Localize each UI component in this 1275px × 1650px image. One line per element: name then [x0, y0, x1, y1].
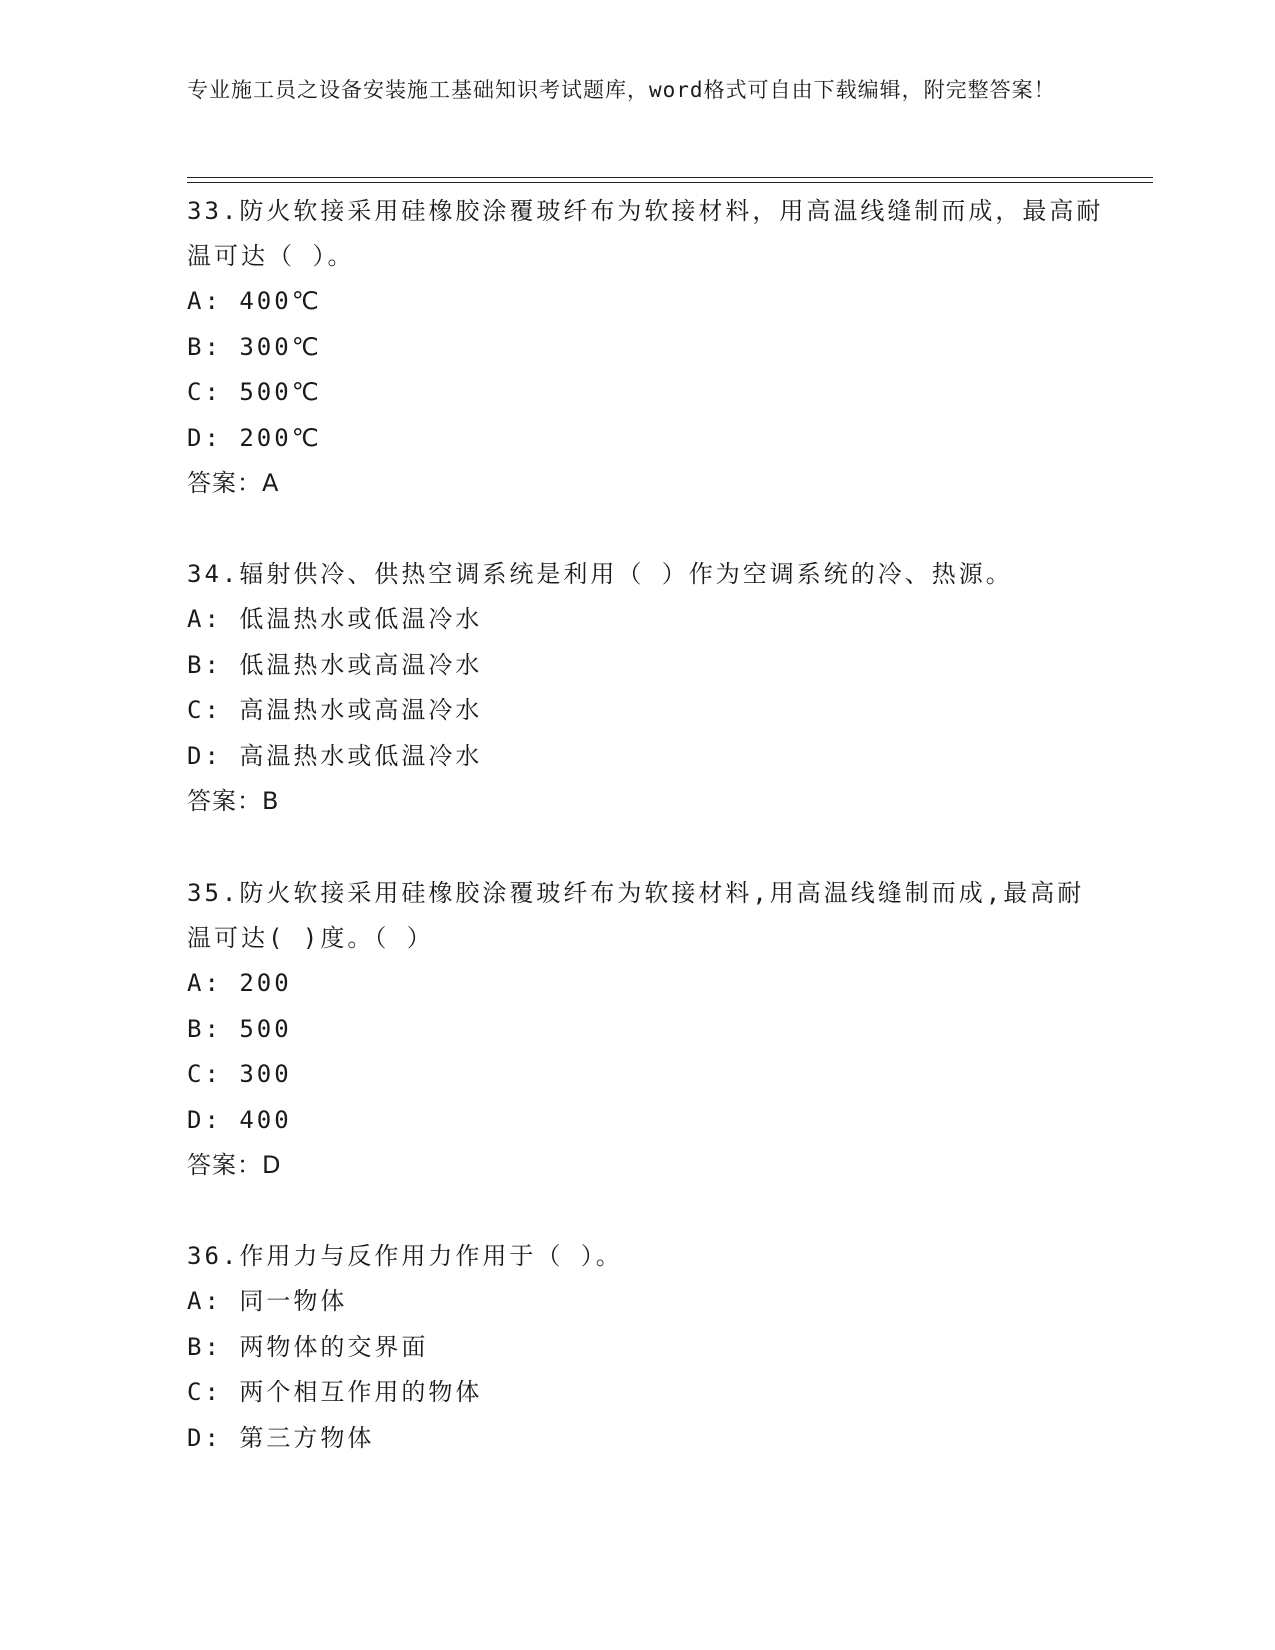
option-a: A: 400℃	[187, 287, 322, 315]
question-34	[187, 552, 1107, 824]
question-33	[187, 189, 1107, 506]
header-rule-bottom	[187, 182, 1153, 183]
question-36	[187, 1234, 1107, 1461]
answer: 答案：A	[187, 469, 280, 497]
option-b: B: 500	[187, 1014, 292, 1043]
option-d: D: 400	[187, 1105, 292, 1134]
question-stem: 35.防火软接采用硅橡胶涂覆玻纤布为软接材料,用高温线缝制而成,最高耐温可达( )度。（ ）	[187, 879, 1085, 952]
document-header: 专业施工员之设备安装施工基础知识考试题库，word格式可自由下载编辑，附完整答案！	[187, 78, 1056, 102]
answer: 答案：D	[187, 1151, 282, 1179]
header-rule-top	[187, 177, 1153, 178]
option-c: C: 高温热水或高温冷水	[187, 696, 483, 724]
option-d: D: 第三方物体	[187, 1423, 375, 1452]
question-stem: 34.辐射供冷、供热空调系统是利用（ ）作为空调系统的冷、热源。	[187, 560, 1013, 588]
option-b: B: 300℃	[187, 332, 322, 361]
question-35	[187, 871, 1107, 1188]
question-stem: 33.防火软接采用硅橡胶涂覆玻纤布为软接材料，用高温线缝制而成，最高耐温可达（ ）。	[187, 197, 1104, 270]
option-c: C: 两个相互作用的物体	[187, 1378, 483, 1406]
option-b: B: 低温热水或高温冷水	[187, 650, 483, 679]
option-d: D: 200℃	[187, 423, 322, 452]
option-b: B: 两物体的交界面	[187, 1332, 429, 1361]
option-c: C: 300	[187, 1060, 292, 1088]
answer: 答案：B	[187, 787, 280, 815]
option-c: C: 500℃	[187, 378, 322, 406]
option-d: D: 高温热水或低温冷水	[187, 741, 483, 770]
option-a: A: 200	[187, 969, 292, 997]
option-a: A: 低温热水或低温冷水	[187, 605, 483, 633]
option-a: A: 同一物体	[187, 1287, 348, 1315]
question-stem: 36.作用力与反作用力作用于（ ）。	[187, 1242, 623, 1270]
